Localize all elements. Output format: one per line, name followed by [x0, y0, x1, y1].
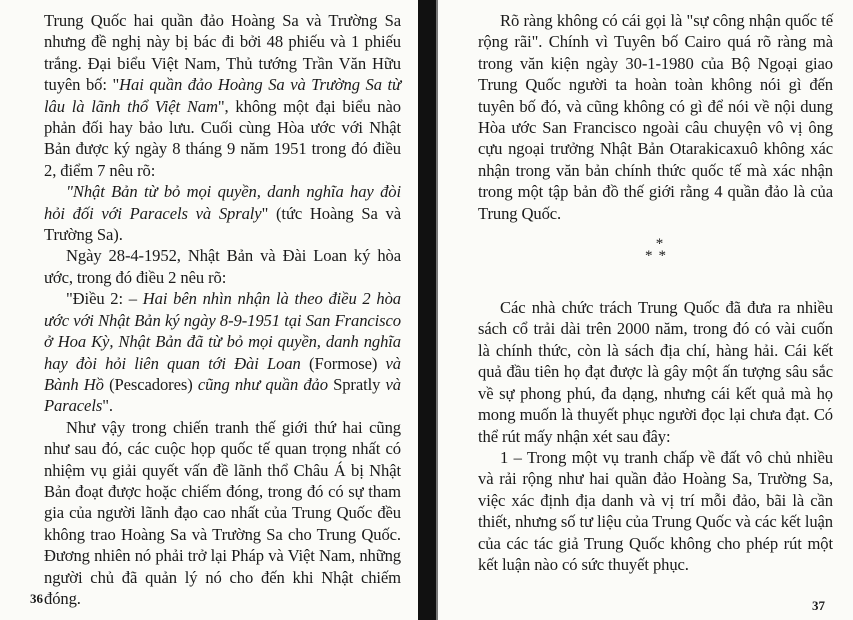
left-p1-text-c: ", không một đại biểu nào phản đối hay bảo lưu. Cuối cùng Hòa ước với Nhật Bản được ký ngày 8 tháng 9 năm 1951 trong đó điều 2, điểm 7 nêu rõ: [44, 96, 402, 180]
right-paragraph-1: Rõ ràng không có cái gọi là "sự công nhận quốc tế rộng rãi". Chính vì Tuyên bố Cairo quá rõ ràng mà trong văn kiện ngày 30-1-1980 của Bộ Ngoại giao Trung Quốc người ta hoàn toàn không nói gì đến tuyên bố đó, và cũng không có gì để nói về nội dung Hòa ước San Francisco ngoài câu chuyện vô vị ông cựu ngoại trưởng Nhật Bản Otarakicaxuô không xác nhận trong văn bản chính thức quốc tế mà xác nhận trong một tập bản đồ thế giới rằng 4 quần đảo là của Trung Quốc. [478, 11, 833, 223]
left-p4-g: Spratly [327, 374, 386, 394]
right-page-text [478, 10, 833, 575]
left-p4-e: (Pescadores) [103, 374, 198, 394]
left-p4-b: Hai bên nhìn nhận là theo điều 2 hòa ước với Nhật Bản ký ngày 8-9-1951 tại San Francisco ở Hoa Kỳ, Nhật Bản đã từ bỏ mọi quyền, danh nghĩa hay đòi hỏi liên quan tới Đài Loan [44, 289, 401, 373]
left-p2-quote: "Nhật Bản từ bỏ mọi quyền, danh nghĩa hay đòi hỏi đối với Paracels và Spraly [44, 182, 401, 223]
section-spacer [478, 276, 833, 297]
left-paragraph-3: Ngày 28-4-1952, Nhật Bản và Đài Loan ký hòa ước, trong đó điều 2 nêu rõ: [44, 246, 401, 287]
left-p4-h: và Paracels [44, 374, 401, 416]
separator-stars-bottom: ** [645, 248, 672, 265]
left-paragraph-2 [44, 181, 401, 245]
right-paragraph-3: 1 – Trong một vụ tranh chấp về đất vô chủ nhiều và rải rộng như hai quần đảo Hoàng Sa, Trường Sa, việc xác định địa danh và vị trí mỗi đảo, bãi là cần thiết, nhưng số tư liệu của Trung Quốc và các kết luận của các tác giả Trung Quốc không cho phép rút một kết luận nào có sức thuyết phục. [478, 447, 833, 574]
left-page-number: 36 [30, 591, 43, 606]
left-paragraph-1 [44, 10, 401, 181]
right-paragraph-2: Các nhà chức trách Trung Quốc đã đưa ra nhiều sách cổ trải dài trên 2000 năm, trong đó có vài cuốn là chính thức, còn là sách địa chí, hàng hải. Cái kết quả đầu tiên họ đạt được là gây một ấn tượng sâu sắc về sự phong phú, đa dạng, nhưng cái kết quả mà họ mong muốn là thuyết phục người đọc lại chưa đạt. Có thể rút mấy nhận xét sau đây: [478, 298, 833, 446]
left-p1-quote: Hai quần đảo Hoàng Sa và Trường Sa từ lâu là lãnh thổ Việt Nam [44, 75, 401, 116]
right-page-number: 37 [812, 598, 825, 613]
left-p4-c: (Formose) [300, 353, 386, 373]
left-page-text [44, 10, 401, 609]
book-gutter [418, 0, 438, 620]
separator-star-top: * [655, 236, 664, 253]
left-p4-i: ". [102, 396, 113, 416]
left-p2-text-b: " (tức Hoàng Sa và Trường Sa). [44, 203, 402, 245]
left-p4-d: và Bành Hồ [44, 353, 401, 394]
left-paragraph-5: Như vậy trong chiến tranh thế giới thứ hai cũng như sau đó, các cuộc họp quốc tế quan trọng nhất có nhiệm vụ giải quyết vấn đề lãnh thổ Châu Á bị Nhật Bản đoạt được hoặc chiếm đóng, trong đó có sự tham gia của người lãnh đạo cao nhất của Trung Quốc đều không trao Hoàng Sa và Trường Sa cho Trung Quốc. Đương nhiên nó phải trở lại Pháp và Việt Nam, những người chủ đã quản lý nó cho đến khi Nhật chiếm đóng. [44, 417, 401, 608]
left-p1-text-a: Trung Quốc hai quần đảo Hoàng Sa và Trường Sa nhưng đề nghị này bị bác đi bởi 48 phiếu và 1 phiếu trắng. Đại biểu Việt Nam, Thủ tướng Trần Văn Hữu tuyên bố: " [44, 11, 401, 95]
left-paragraph-4 [44, 288, 401, 416]
left-p4-a: "Điều 2: – [66, 289, 143, 309]
left-p4-f: cũng như quần đảo [197, 374, 328, 394]
section-separator [478, 236, 833, 265]
